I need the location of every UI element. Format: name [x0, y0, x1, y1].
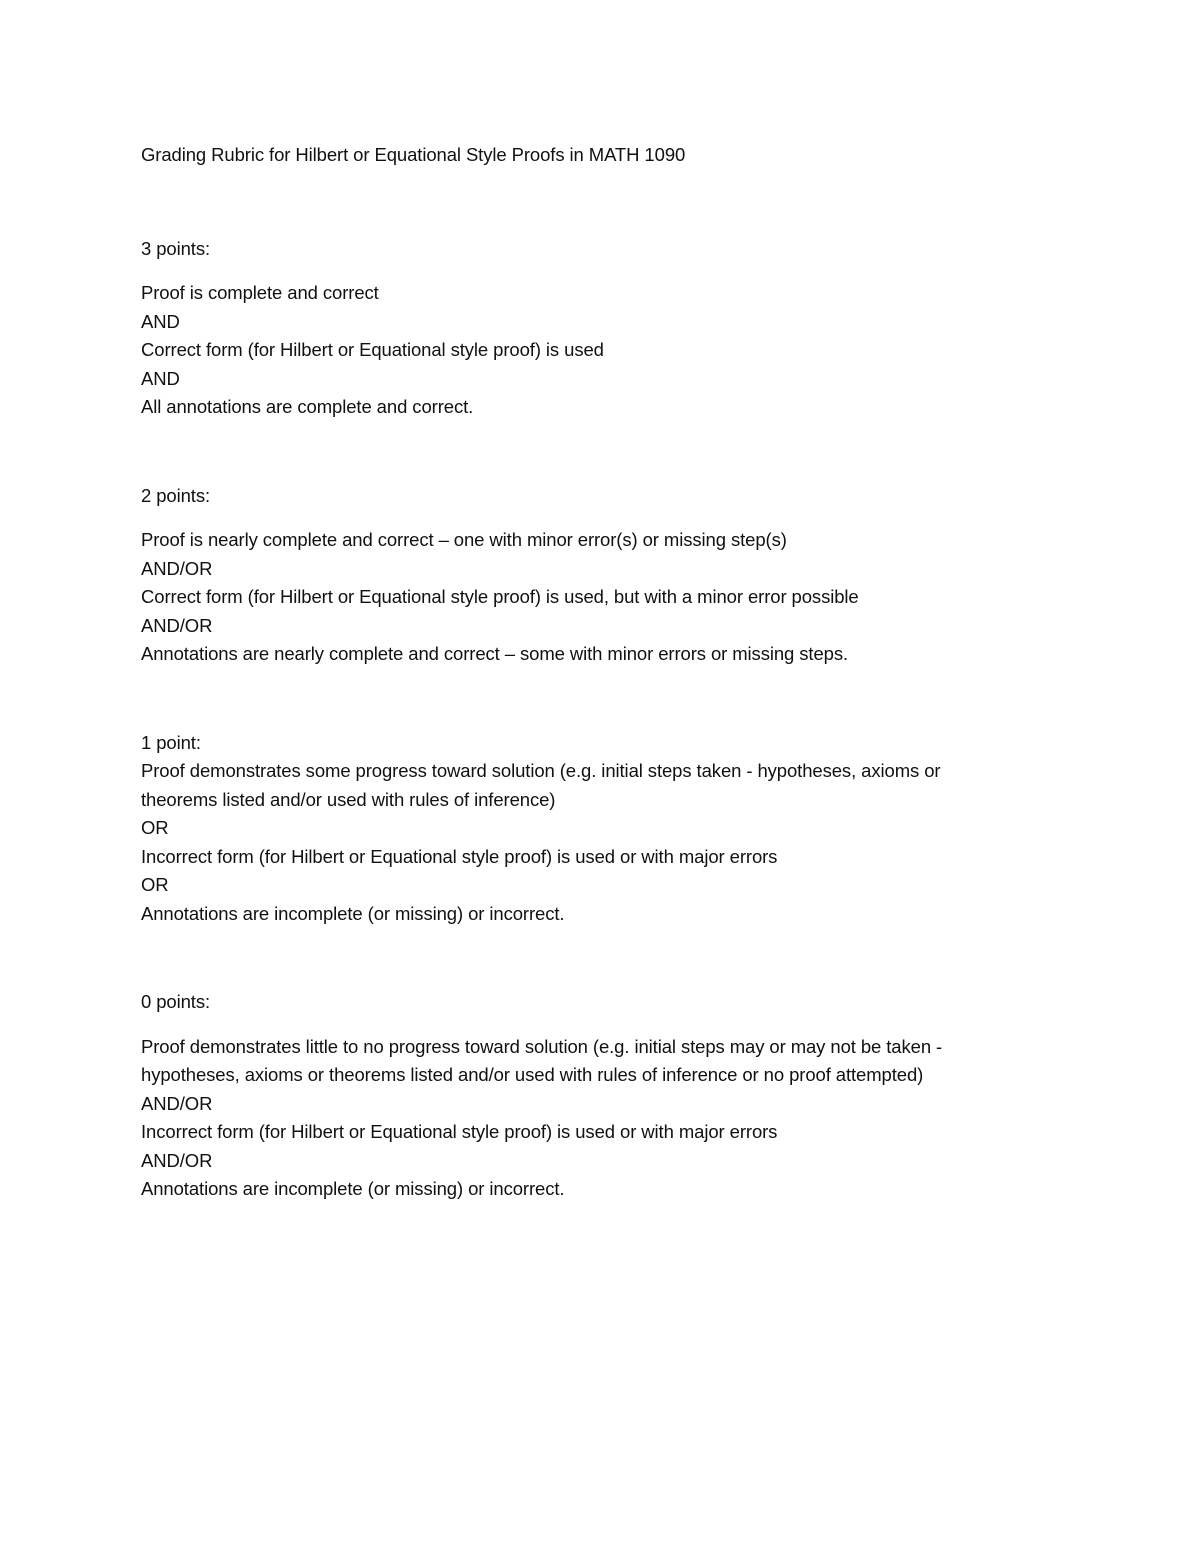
criterion-line: Annotations are incomplete (or missing) or incorrect. — [141, 1178, 565, 1199]
rubric-section-2-points — [141, 482, 1041, 669]
connector-line: AND/OR — [141, 1092, 213, 1114]
connector-line: AND/OR — [141, 614, 213, 636]
criterion-line: hypotheses, axioms or theorems listed and/or used with rules of inference or no proof attempted) — [141, 1064, 924, 1085]
criterion-line: Correct form (for Hilbert or Equational style proof) is used, but with a minor error possible — [141, 586, 859, 607]
criterion-line: Annotations are incomplete (or missing) or incorrect. — [141, 902, 565, 924]
section-heading: 0 points: — [141, 991, 211, 1012]
criterion-line: Annotations are nearly complete and correct – some with minor errors or missing steps. — [141, 643, 849, 664]
rubric-section-3-points — [141, 235, 1041, 422]
criterion-line: Proof is nearly complete and correct – one with minor error(s) or missing step(s) — [141, 529, 787, 550]
criterion-line: Proof demonstrates some progress toward solution (e.g. initial steps taken - hypotheses, axioms or — [141, 760, 941, 781]
connector-line: AND — [141, 367, 180, 389]
connector-line: OR — [141, 874, 169, 895]
section-heading: 1 point: — [141, 731, 201, 753]
rubric-section-0-points — [141, 988, 1041, 1204]
criterion-line: All annotations are complete and correct. — [141, 396, 474, 417]
criterion-line: Incorrect form (for Hilbert or Equational style proof) is used or with major errors — [141, 1121, 778, 1142]
criterion-line: Proof demonstrates little to no progress toward solution (e.g. initial steps may or may not be taken - — [141, 1035, 943, 1057]
criterion-line: Incorrect form (for Hilbert or Equational style proof) is used or with major errors — [141, 845, 778, 867]
connector-line: AND/OR — [141, 557, 213, 579]
criterion-line: theorems listed and/or used with rules of inference) — [141, 788, 556, 810]
document-body — [141, 141, 1041, 1204]
section-heading: 2 points: — [141, 484, 211, 506]
connector-line: AND — [141, 310, 180, 332]
criterion-line: Proof is complete and correct — [141, 282, 379, 303]
section-heading: 3 points: — [141, 237, 211, 259]
document-title: Grading Rubric for Hilbert or Equational Style Proofs in MATH 1090 — [141, 144, 686, 165]
connector-line: AND/OR — [141, 1149, 213, 1171]
rubric-section-1-point — [141, 729, 1041, 929]
connector-line: OR — [141, 817, 169, 838]
criterion-line: Correct form (for Hilbert or Equational style proof) is used — [141, 339, 604, 360]
